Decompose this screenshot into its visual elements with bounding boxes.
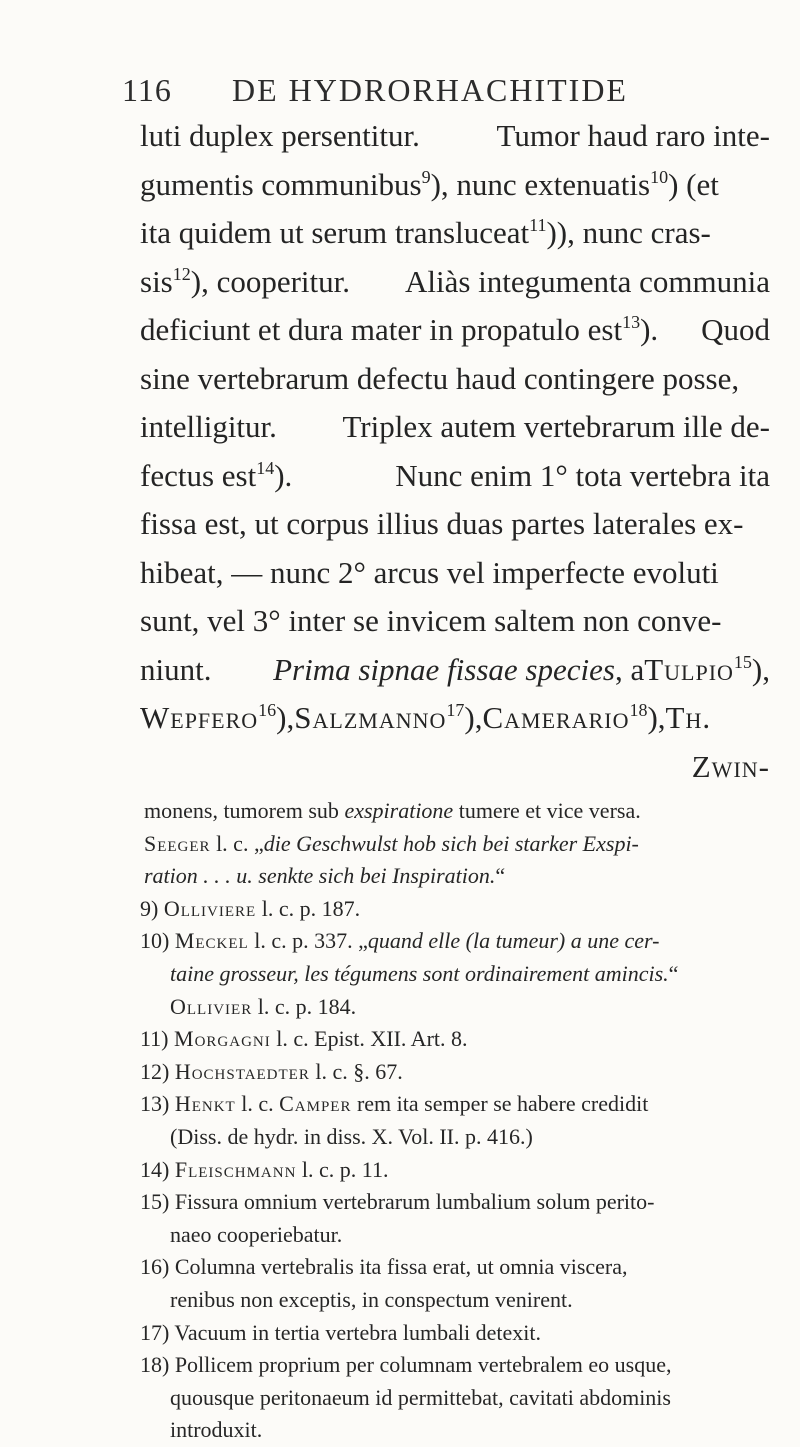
footnote-ref: 13 [622, 312, 641, 332]
footnote-ref: 15 [733, 651, 752, 672]
catchword: Zwin- [691, 748, 770, 784]
footnote-line: (Diss. de hydr. in diss. X. Vol. II. p. 416.) [170, 1123, 533, 1149]
author-name: Tulpio [644, 651, 734, 687]
footnote-ref: 12 [172, 263, 191, 284]
footnote-9: 9) Olliviere l. c. p. 187. [140, 895, 361, 921]
text-line: sine vertebrarum defectu haud contingere posse, [140, 360, 740, 396]
footnotes [140, 795, 780, 1447]
footnote-line: introduxit. [170, 1417, 263, 1443]
text-line: fectus est$^{14}$). Nunc enim 1° tota vertebra ita [140, 457, 770, 493]
footnote-line: Seeger l. c. „die Geschwulst hob sich bei starker Exspi- [144, 830, 639, 856]
text-line: luti duplex persentitur. Tumor haud raro inte- [140, 118, 770, 153]
author-name: Wepfero [140, 700, 259, 735]
footnote-line: taine grosseur, les tégumens sont ordinairement amincis.“ [170, 960, 679, 986]
footnote-16: 16) Columna vertebralis ita fissa erat, ut omnia viscera, [140, 1254, 628, 1280]
page-header [122, 72, 722, 116]
footnote-line: renibus non exceptis, in conspectum venirent. [170, 1286, 573, 1312]
author-name: Camerario [482, 700, 630, 735]
footnote-ref: 18 [629, 700, 648, 720]
text-line: sis$^{12}$), cooperitur. Aliàs integumenta communia [140, 263, 770, 299]
text-line: hibeat, — nunc 2° arcus vel imperfecte evoluti [140, 554, 719, 590]
main-text [140, 112, 770, 791]
text-line: gumentis communibus$^9$), nunc extenuatis$^{10}$) (et [140, 166, 719, 202]
running-title: DE HYDRORHACHITIDE [232, 72, 628, 108]
footnote-ref: 17 [446, 700, 465, 720]
footnote-13: 13) Henkt l. c. Camper rem ita semper se habere credidit [140, 1091, 649, 1117]
text-line: intelligitur. Triplex autem vertebrarum ille de- [140, 409, 770, 444]
footnote-11: 11) Morgagni l. c. Epist. XII. Art. 8. [140, 1026, 468, 1052]
text-line: deficiunt et dura mater in propatulo est$^{13}$). Quod [140, 312, 770, 347]
text-line: fissa est, ut corpus illius duas partes laterales ex- [140, 506, 744, 541]
footnote-ref: 14 [256, 457, 275, 478]
footnote-line: naeo cooperiebatur. [170, 1221, 343, 1247]
footnote-ref: 11 [529, 215, 547, 235]
footnote-12: 12) Hochstaedter l. c. §. 67. [140, 1058, 403, 1084]
footnote-line: Ollivier l. c. p. 184. [170, 993, 357, 1019]
text-line: niunt. Prima sipnae fissae species, aTulpio$^{15}$), [140, 646, 770, 695]
text-line: sunt, vel 3° inter se invicem saltem non conve- [140, 603, 722, 638]
footnote-line: monens, tumorem sub exspiratione tumere et vice versa. [144, 798, 641, 823]
footnote-17: 17) Vacuum in tertia vertebra lumbali detexit. [140, 1319, 541, 1345]
text-line: Wepfero$^{16}$),Salzmanno$^{17}$),Camerario$^{18}$),Th. [140, 694, 770, 743]
footnote-15: 15) Fissura omnium vertebrarum lumbalium solum perito- [140, 1189, 655, 1215]
footnote-10: 10) Meckel l. c. p. 337. „quand elle (la tumeur) a une cer- [140, 928, 660, 954]
author-name: Salzmanno [294, 700, 447, 735]
footnote-ref: 10 [650, 166, 669, 187]
footnote-line: ration . . . u. senkte sich bei Inspiration.“ [144, 863, 506, 889]
footnote-line: quousque peritonaeum id permittebat, cavitati abdominis [170, 1384, 671, 1410]
catchword-line [140, 743, 770, 792]
text-line: ita quidem ut serum transluceat$^{11}$)), nunc cras- [140, 215, 711, 250]
footnote-ref: 9 [421, 166, 431, 187]
footnote-14: 14) Fleischmann l. c. p. 11. [140, 1156, 389, 1182]
footnote-ref: 16 [258, 700, 277, 720]
footnote-18: 18) Pollicem proprium per columnam vertebralem eo usque, [140, 1352, 672, 1378]
page-number: 116 [122, 72, 172, 108]
